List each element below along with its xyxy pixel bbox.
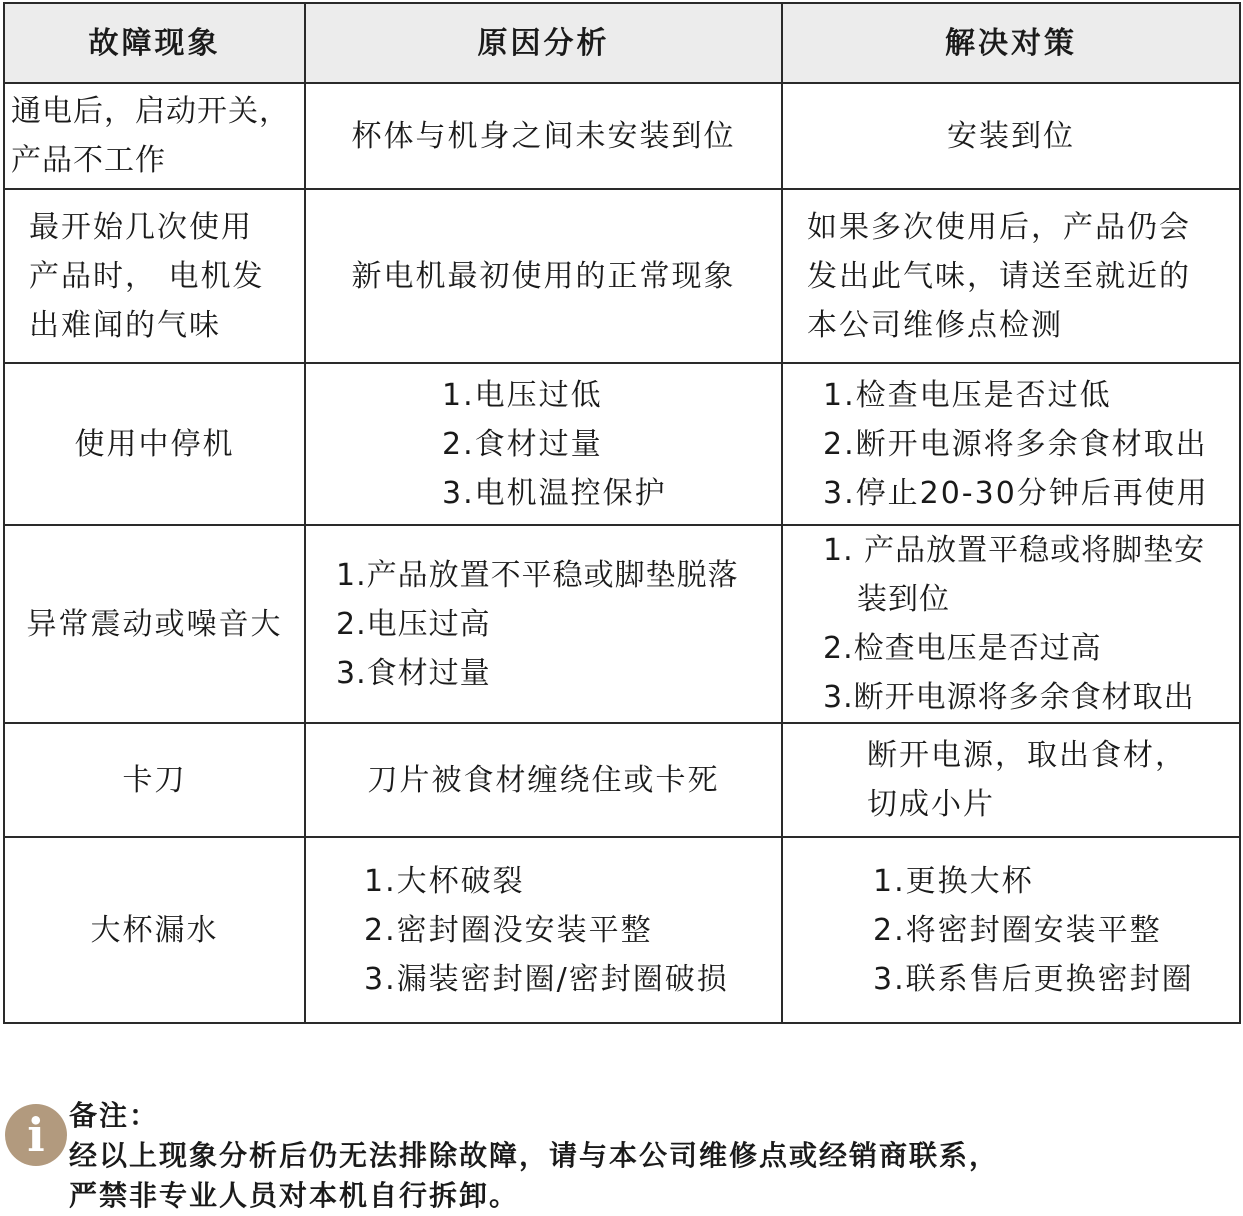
cell-line: 异常震动或噪音大 — [26, 606, 283, 642]
note-title: 备注： — [69, 1099, 160, 1132]
cell-line: 3.漏装密封圈/密封圈破损 — [364, 961, 729, 997]
solution-cell — [782, 189, 1240, 363]
cell-line: 3.食材过量 — [336, 655, 491, 691]
symptom-cell — [4, 83, 305, 189]
cell-line: 2.密封圈没安装平整 — [364, 912, 653, 948]
cell-line: 2.断开电源将多余食材取出 — [823, 426, 1208, 462]
cell-line: 卡刀 — [122, 762, 187, 798]
solution-cell — [782, 83, 1240, 189]
symptom-cell — [4, 189, 305, 363]
cell-line: 如果多次使用后，产品仍会 — [807, 209, 1191, 245]
symptom-cell — [4, 363, 305, 525]
table-row — [4, 723, 1240, 837]
cell-line: 1.电压过低 — [442, 377, 603, 413]
cell-line: 新电机最初使用的正常现象 — [351, 258, 736, 294]
solution-cell — [782, 723, 1240, 837]
note-line: 经以上现象分析后仍无法排除故障，请与本公司维修点或经销商联系， — [69, 1139, 1000, 1172]
cause-cell — [305, 189, 782, 363]
table-row — [4, 363, 1240, 525]
cell-line: 刀片被食材缠绕住或卡死 — [367, 762, 720, 798]
cell-line: 发出此气味，请送至就近的 — [807, 258, 1191, 294]
note-text — [69, 1096, 999, 1216]
solution-cell — [782, 525, 1240, 723]
cell-line: 1. 产品放置平稳或将脚垫安 — [823, 533, 1206, 568]
cause-cell — [305, 723, 782, 837]
symptom-cell — [4, 723, 305, 837]
cause-cell — [305, 83, 782, 189]
table-row — [4, 837, 1240, 1023]
cause-cell — [305, 525, 782, 723]
cell-line: 产品不工作 — [11, 143, 166, 178]
cell-line: 3.联系售后更换密封圈 — [873, 961, 1194, 997]
cell-line: 大杯漏水 — [90, 912, 219, 948]
cell-line: 使用中停机 — [74, 426, 235, 462]
symptom-cell — [4, 837, 305, 1023]
cell-line: 2.将密封圈安装平整 — [873, 912, 1162, 948]
cause-cell — [305, 363, 782, 525]
symptom-cell — [4, 525, 305, 723]
cell-line: 装到位 — [857, 582, 950, 617]
note-line: 严禁非专业人员对本机自行拆卸。 — [69, 1179, 520, 1212]
cell-line: 出难闻的气味 — [29, 307, 221, 343]
cell-line: 安装到位 — [947, 118, 1075, 154]
cell-line: 1.更换大杯 — [873, 863, 1034, 899]
table-row — [4, 189, 1240, 363]
cell-line: 产品时， 电机发 — [29, 258, 265, 294]
cell-line: 通电后，启动开关， — [11, 94, 290, 129]
cell-line: 3.断开电源将多余食材取出 — [823, 680, 1195, 715]
table-row — [4, 525, 1240, 723]
table-row — [4, 83, 1240, 189]
cell-line: 1.大杯破裂 — [364, 863, 525, 899]
cell-line: 最开始几次使用 — [29, 209, 253, 245]
cell-line: 3.电机温控保护 — [442, 475, 667, 511]
cell-line: 3.停止20-30分钟后再使用 — [823, 475, 1209, 511]
header-symptom: 故障现象 — [4, 3, 305, 83]
solution-cell — [782, 363, 1240, 525]
cell-line: 断开电源，取出食材， — [867, 738, 1187, 773]
cell-line: 2.电压过高 — [336, 606, 491, 642]
cell-line: 1.产品放置不平稳或脚垫脱落 — [336, 557, 739, 593]
cell-line: 1.检查电压是否过低 — [823, 377, 1112, 413]
cell-line: 切成小片 — [867, 787, 995, 822]
header-cause: 原因分析 — [305, 3, 782, 83]
troubleshooting-table — [3, 2, 1241, 1024]
cause-cell — [305, 837, 782, 1023]
header-solution: 解决对策 — [782, 3, 1240, 83]
cell-line: 杯体与机身之间未安装到位 — [351, 118, 736, 154]
cell-line: 2.食材过量 — [442, 426, 603, 462]
table-header-row — [4, 3, 1240, 83]
solution-cell — [782, 837, 1240, 1023]
info-icon: i — [5, 1104, 67, 1166]
note-section — [5, 1096, 1235, 1212]
cell-line: 2.检查电压是否过高 — [823, 631, 1102, 666]
cell-line: 本公司维修点检测 — [807, 307, 1063, 343]
